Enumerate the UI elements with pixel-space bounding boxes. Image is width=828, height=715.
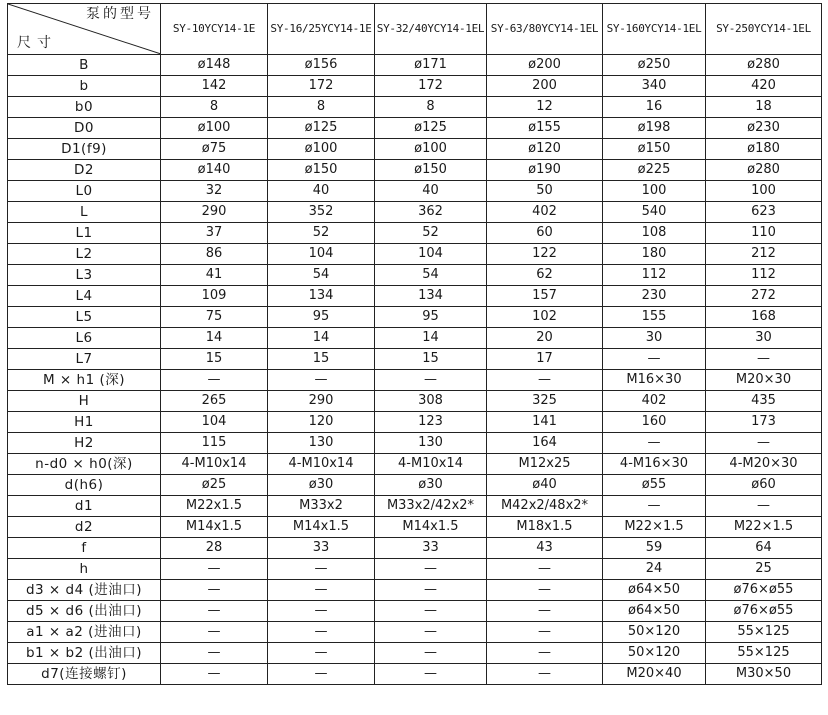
table-cell: 109 xyxy=(161,286,268,307)
table-cell: ø100 xyxy=(161,118,268,139)
table-cell: 157 xyxy=(487,286,603,307)
table-cell: 54 xyxy=(268,265,375,286)
table-row xyxy=(8,223,822,244)
table-row xyxy=(8,538,822,559)
table-cell: 104 xyxy=(161,412,268,433)
table-cell: 52 xyxy=(375,223,487,244)
table-cell: M14x1.5 xyxy=(375,517,487,538)
row-label: h xyxy=(8,559,161,580)
table-cell: 59 xyxy=(603,538,706,559)
table-cell: 32 xyxy=(161,181,268,202)
table-cell: — xyxy=(487,643,603,664)
table-row xyxy=(8,76,822,97)
table-cell: 55×125 xyxy=(706,622,822,643)
table-cell: ø76×ø55 xyxy=(706,601,822,622)
table-cell: 15 xyxy=(375,349,487,370)
table-cell: 52 xyxy=(268,223,375,244)
table-cell: — xyxy=(161,370,268,391)
table-cell: M22×1.5 xyxy=(603,517,706,538)
table-cell: M33x2/42x2* xyxy=(375,496,487,517)
dimension-label: 尺寸 xyxy=(17,35,57,51)
table-cell: — xyxy=(161,622,268,643)
table-cell: — xyxy=(375,622,487,643)
table-cell: 4-M10x14 xyxy=(375,454,487,475)
row-label: B xyxy=(8,55,161,76)
table-cell: M20×30 xyxy=(706,370,822,391)
row-label: M × h1 (深) xyxy=(8,370,161,391)
table-cell: 172 xyxy=(268,76,375,97)
table-cell: ø30 xyxy=(375,475,487,496)
table-cell: — xyxy=(268,643,375,664)
table-cell: — xyxy=(375,643,487,664)
row-label: L xyxy=(8,202,161,223)
table-cell: 8 xyxy=(161,97,268,118)
table-cell: ø64×50 xyxy=(603,601,706,622)
table-cell: — xyxy=(268,664,375,685)
table-cell: 290 xyxy=(268,391,375,412)
table-cell: ø150 xyxy=(603,139,706,160)
table-cell: 62 xyxy=(487,265,603,286)
table-cell: — xyxy=(487,559,603,580)
row-label: D0 xyxy=(8,118,161,139)
table-cell: 40 xyxy=(268,181,375,202)
table-cell: 50×120 xyxy=(603,622,706,643)
column-header: SY-10YCY14-1E xyxy=(161,4,268,55)
table-cell: ø100 xyxy=(375,139,487,160)
table-cell: ø76×ø55 xyxy=(706,580,822,601)
table-cell: 30 xyxy=(706,328,822,349)
table-cell: — xyxy=(161,559,268,580)
table-row xyxy=(8,412,822,433)
table-cell: 130 xyxy=(268,433,375,454)
table-cell: 168 xyxy=(706,307,822,328)
table-cell: ø40 xyxy=(487,475,603,496)
table-cell: 17 xyxy=(487,349,603,370)
table-cell: 100 xyxy=(706,181,822,202)
table-cell: 60 xyxy=(487,223,603,244)
table-cell: ø190 xyxy=(487,160,603,181)
row-label: b1 × b2 (出油口) xyxy=(8,643,161,664)
table-cell: 95 xyxy=(375,307,487,328)
table-cell: 173 xyxy=(706,412,822,433)
table-cell: ø200 xyxy=(487,55,603,76)
table-cell: 104 xyxy=(268,244,375,265)
table-cell: — xyxy=(161,664,268,685)
table-cell: 4-M20×30 xyxy=(706,454,822,475)
table-cell: ø230 xyxy=(706,118,822,139)
table-cell: 25 xyxy=(706,559,822,580)
table-row xyxy=(8,328,822,349)
table-cell: — xyxy=(487,622,603,643)
table-cell: — xyxy=(268,559,375,580)
table-cell: — xyxy=(375,664,487,685)
table-cell: — xyxy=(603,496,706,517)
row-label: L6 xyxy=(8,328,161,349)
table-cell: ø60 xyxy=(706,475,822,496)
table-row xyxy=(8,496,822,517)
table-cell: ø75 xyxy=(161,139,268,160)
table-cell: 50×120 xyxy=(603,643,706,664)
table-row xyxy=(8,97,822,118)
table-cell: 123 xyxy=(375,412,487,433)
column-header: SY-160YCY14-1EL xyxy=(603,4,706,55)
table-cell: ø148 xyxy=(161,55,268,76)
column-header: SY-16/25YCY14-1E xyxy=(268,4,375,55)
table-cell: 108 xyxy=(603,223,706,244)
pump-dimension-table xyxy=(7,3,822,685)
column-header: SY-32/40YCY14-1EL xyxy=(375,4,487,55)
table-cell: 8 xyxy=(375,97,487,118)
table-cell: 134 xyxy=(375,286,487,307)
table-cell: 325 xyxy=(487,391,603,412)
row-label: d1 xyxy=(8,496,161,517)
table-row xyxy=(8,202,822,223)
row-label: L4 xyxy=(8,286,161,307)
table-row xyxy=(8,160,822,181)
table-cell: — xyxy=(268,580,375,601)
table-cell: 40 xyxy=(375,181,487,202)
table-cell: M22×1.5 xyxy=(706,517,822,538)
table-cell: — xyxy=(487,370,603,391)
table-cell: 104 xyxy=(375,244,487,265)
header-row xyxy=(8,4,822,55)
table-row xyxy=(8,181,822,202)
table-cell: — xyxy=(161,601,268,622)
table-cell: ø150 xyxy=(268,160,375,181)
table-cell: ø55 xyxy=(603,475,706,496)
table-cell: ø198 xyxy=(603,118,706,139)
table-cell: 16 xyxy=(603,97,706,118)
row-label: L2 xyxy=(8,244,161,265)
table-cell: — xyxy=(268,601,375,622)
table-cell: ø280 xyxy=(706,55,822,76)
row-label: d3 × d4 (进油口) xyxy=(8,580,161,601)
table-cell: — xyxy=(268,370,375,391)
table-cell: M20×40 xyxy=(603,664,706,685)
table-cell: 15 xyxy=(161,349,268,370)
pump-model-label: 泵的型号 xyxy=(86,6,154,22)
table-cell: 122 xyxy=(487,244,603,265)
table-cell: 142 xyxy=(161,76,268,97)
table-cell: 14 xyxy=(375,328,487,349)
table-cell: 130 xyxy=(375,433,487,454)
table-cell: — xyxy=(706,496,822,517)
table-cell: 75 xyxy=(161,307,268,328)
table-cell: 4-M10x14 xyxy=(161,454,268,475)
table-cell: — xyxy=(161,580,268,601)
table-cell: 30 xyxy=(603,328,706,349)
row-label: L3 xyxy=(8,265,161,286)
table-row xyxy=(8,286,822,307)
table-cell: ø150 xyxy=(375,160,487,181)
table-cell: — xyxy=(603,433,706,454)
table-cell: 265 xyxy=(161,391,268,412)
table-cell: 362 xyxy=(375,202,487,223)
table-row xyxy=(8,601,822,622)
row-label: L0 xyxy=(8,181,161,202)
table-cell: ø25 xyxy=(161,475,268,496)
table-cell: 14 xyxy=(161,328,268,349)
table-cell: 272 xyxy=(706,286,822,307)
table-row xyxy=(8,433,822,454)
table-cell: 340 xyxy=(603,76,706,97)
table-cell: 24 xyxy=(603,559,706,580)
table-row xyxy=(8,475,822,496)
row-label: b0 xyxy=(8,97,161,118)
table-cell: 623 xyxy=(706,202,822,223)
table-row xyxy=(8,580,822,601)
column-header: SY-250YCY14-1EL xyxy=(706,4,822,55)
table-cell: 33 xyxy=(268,538,375,559)
table-cell: 110 xyxy=(706,223,822,244)
table-row xyxy=(8,349,822,370)
table-cell: — xyxy=(487,664,603,685)
table-row xyxy=(8,307,822,328)
table-cell: ø280 xyxy=(706,160,822,181)
table-cell: M12x25 xyxy=(487,454,603,475)
table-cell: M42x2/48x2* xyxy=(487,496,603,517)
table-cell: — xyxy=(487,601,603,622)
row-label: H xyxy=(8,391,161,412)
table-cell: 18 xyxy=(706,97,822,118)
table-cell: ø30 xyxy=(268,475,375,496)
table-cell: — xyxy=(375,559,487,580)
table-cell: 402 xyxy=(487,202,603,223)
table-cell: 540 xyxy=(603,202,706,223)
table-cell: ø140 xyxy=(161,160,268,181)
table-cell: ø250 xyxy=(603,55,706,76)
table-row xyxy=(8,55,822,76)
table-cell: M30×50 xyxy=(706,664,822,685)
table-row xyxy=(8,454,822,475)
row-label: D1(f9) xyxy=(8,139,161,160)
table-cell: ø120 xyxy=(487,139,603,160)
table-cell: 402 xyxy=(603,391,706,412)
table-cell: 160 xyxy=(603,412,706,433)
table-cell: 50 xyxy=(487,181,603,202)
table-cell: 308 xyxy=(375,391,487,412)
table-cell: 164 xyxy=(487,433,603,454)
table-cell: 41 xyxy=(161,265,268,286)
table-cell: 230 xyxy=(603,286,706,307)
table-row xyxy=(8,643,822,664)
table-cell: M33x2 xyxy=(268,496,375,517)
table-cell: 95 xyxy=(268,307,375,328)
table-cell: 28 xyxy=(161,538,268,559)
table-cell: 43 xyxy=(487,538,603,559)
table-cell: ø171 xyxy=(375,55,487,76)
table-cell: — xyxy=(706,433,822,454)
table-cell: M22x1.5 xyxy=(161,496,268,517)
table-cell: 290 xyxy=(161,202,268,223)
table-cell: 141 xyxy=(487,412,603,433)
table-cell: — xyxy=(487,580,603,601)
table-cell: — xyxy=(268,622,375,643)
table-cell: 20 xyxy=(487,328,603,349)
table-cell: M16×30 xyxy=(603,370,706,391)
row-label: d(h6) xyxy=(8,475,161,496)
row-label: d5 × d6 (出油口) xyxy=(8,601,161,622)
table-cell: ø64×50 xyxy=(603,580,706,601)
table-cell: 200 xyxy=(487,76,603,97)
table-cell: ø156 xyxy=(268,55,375,76)
table-cell: 8 xyxy=(268,97,375,118)
table-cell: 352 xyxy=(268,202,375,223)
table-cell: M14x1.5 xyxy=(161,517,268,538)
table-row xyxy=(8,244,822,265)
table-row xyxy=(8,139,822,160)
table-cell: 14 xyxy=(268,328,375,349)
table-cell: 180 xyxy=(603,244,706,265)
table-cell: ø225 xyxy=(603,160,706,181)
table-cell: 172 xyxy=(375,76,487,97)
table-cell: 112 xyxy=(603,265,706,286)
row-label: f xyxy=(8,538,161,559)
table-cell: 64 xyxy=(706,538,822,559)
table-cell: 86 xyxy=(161,244,268,265)
row-label: L7 xyxy=(8,349,161,370)
table-cell: 37 xyxy=(161,223,268,244)
corner-header-cell xyxy=(8,4,161,55)
table-cell: 420 xyxy=(706,76,822,97)
table-cell: M18x1.5 xyxy=(487,517,603,538)
table-cell: — xyxy=(706,349,822,370)
row-label: a1 × a2 (进油口) xyxy=(8,622,161,643)
table-row xyxy=(8,559,822,580)
table-cell: 134 xyxy=(268,286,375,307)
table-cell: 54 xyxy=(375,265,487,286)
row-label: H2 xyxy=(8,433,161,454)
column-header: SY-63/80YCY14-1EL xyxy=(487,4,603,55)
table-cell: — xyxy=(603,349,706,370)
table-row xyxy=(8,622,822,643)
table-cell: ø125 xyxy=(268,118,375,139)
table-row xyxy=(8,370,822,391)
row-label: L5 xyxy=(8,307,161,328)
table-cell: — xyxy=(161,643,268,664)
table-cell: — xyxy=(375,580,487,601)
table-row xyxy=(8,664,822,685)
table-cell: 115 xyxy=(161,433,268,454)
table-body xyxy=(8,55,822,685)
row-label: d7(连接螺钉) xyxy=(8,664,161,685)
table-cell: 15 xyxy=(268,349,375,370)
table-cell: ø125 xyxy=(375,118,487,139)
table-row xyxy=(8,391,822,412)
table-cell: 55×125 xyxy=(706,643,822,664)
row-label: D2 xyxy=(8,160,161,181)
table-cell: 112 xyxy=(706,265,822,286)
table-cell: ø180 xyxy=(706,139,822,160)
table-cell: ø100 xyxy=(268,139,375,160)
table-row xyxy=(8,517,822,538)
table-cell: 4-M16×30 xyxy=(603,454,706,475)
table-row xyxy=(8,118,822,139)
table-cell: M14x1.5 xyxy=(268,517,375,538)
table-cell: — xyxy=(375,370,487,391)
row-label: d2 xyxy=(8,517,161,538)
row-label: b xyxy=(8,76,161,97)
row-label: L1 xyxy=(8,223,161,244)
row-label: H1 xyxy=(8,412,161,433)
table-row xyxy=(8,265,822,286)
table-cell: 212 xyxy=(706,244,822,265)
table-cell: ø155 xyxy=(487,118,603,139)
table-cell: 155 xyxy=(603,307,706,328)
table-cell: 33 xyxy=(375,538,487,559)
table-cell: 4-M10x14 xyxy=(268,454,375,475)
table-cell: 12 xyxy=(487,97,603,118)
table-cell: 435 xyxy=(706,391,822,412)
table-cell: — xyxy=(375,601,487,622)
table-cell: 102 xyxy=(487,307,603,328)
row-label: n-d0 × h0(深) xyxy=(8,454,161,475)
table-cell: 120 xyxy=(268,412,375,433)
table-cell: 100 xyxy=(603,181,706,202)
